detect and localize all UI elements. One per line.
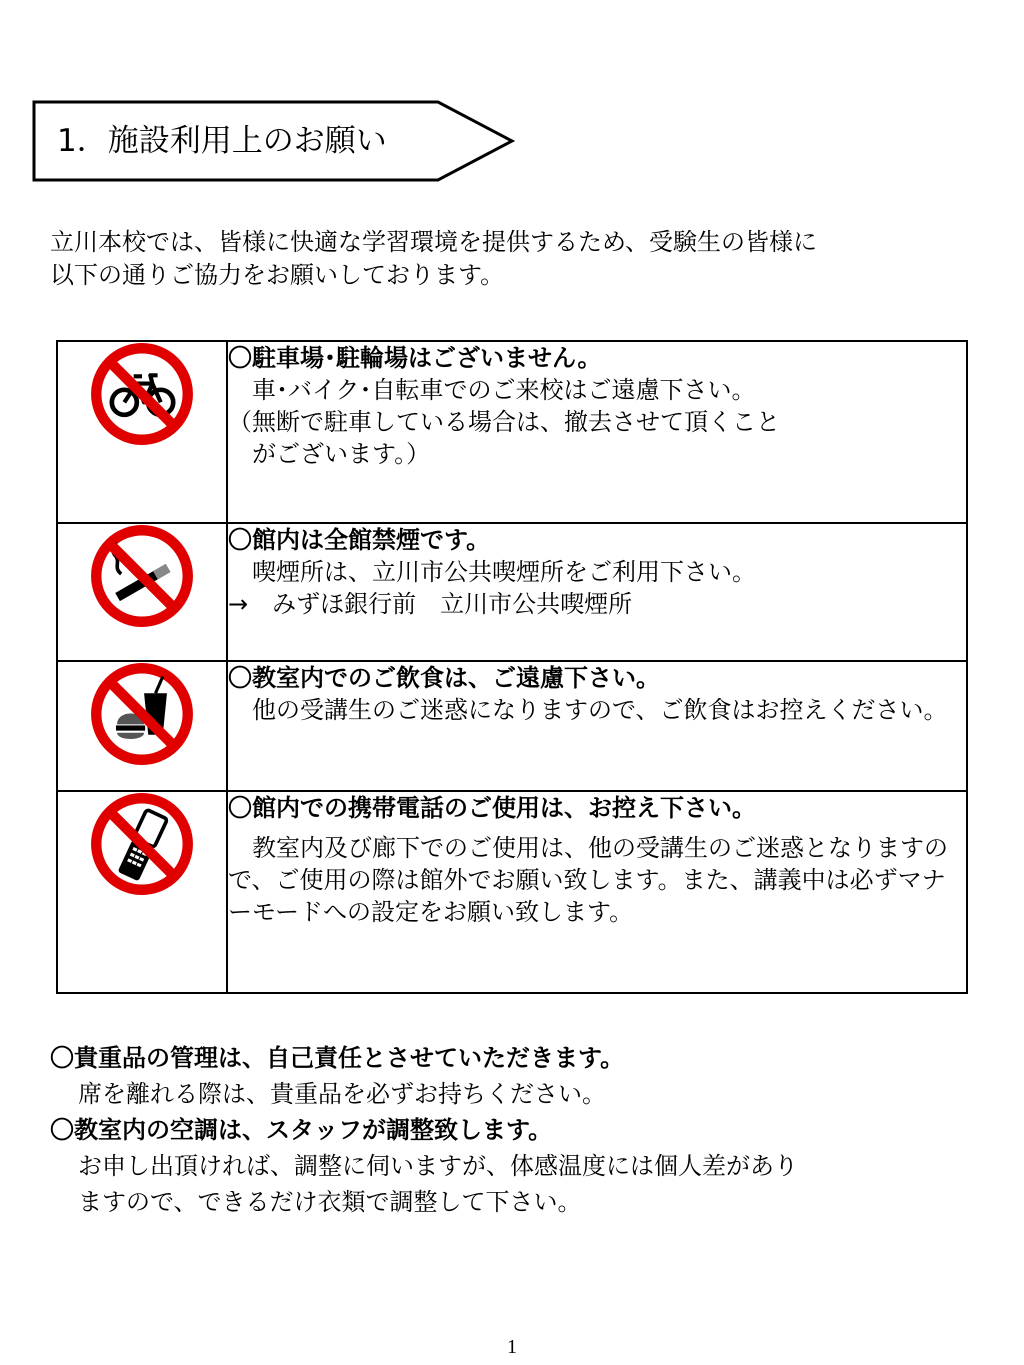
- icon-cell: [57, 791, 227, 993]
- no-mobile-phone-icon: [90, 792, 194, 896]
- section-title-text: 施設利用上のお願い: [107, 123, 387, 159]
- rule-line: がございます。）: [228, 440, 431, 468]
- section-heading: [32, 100, 516, 182]
- no-smoking-icon: [90, 524, 194, 628]
- note-line: お申し出頂ければ、調整に伺いますが、体感温度には個人差があり: [78, 1152, 798, 1180]
- table-row: [57, 661, 967, 791]
- note-line: 席を離れる際は、貴重品を必ずお持ちください。: [78, 1080, 606, 1108]
- note-title: 〇貴重品の管理は、自己責任とさせていただきます。: [50, 1044, 625, 1072]
- section-title: [57, 100, 387, 182]
- section-number: 1．: [57, 123, 108, 159]
- rule-line: 他の受講生のご迷惑になりますので、ご飲食はお控えください。: [228, 696, 948, 724]
- rules-table: [56, 340, 968, 994]
- rule-line: 車･バイク･自転車でのご来校はご遠慮下さい。: [228, 376, 756, 404]
- page-number: 1: [507, 1336, 517, 1358]
- rule-text-cell: [227, 791, 967, 993]
- table-row: [57, 791, 967, 993]
- rule-title: 〇館内での携帯電話のご使用は、お控え下さい。: [228, 794, 756, 822]
- icon-cell: [57, 341, 227, 523]
- no-bicycle-icon: [90, 342, 194, 446]
- intro-paragraph: [50, 226, 990, 292]
- rule-title: 〇駐車場･駐輪場はございません。: [228, 344, 602, 372]
- no-food-drink-icon: [90, 662, 194, 766]
- table-row: [57, 341, 967, 523]
- rule-line: （無断で駐車している場合は、撤去させて頂くこと: [228, 408, 780, 436]
- rule-text-cell: [227, 523, 967, 661]
- table-row: [57, 523, 967, 661]
- rule-text-cell: [227, 661, 967, 791]
- rule-line: → みずほ銀行前 立川市公共喫煙所: [228, 590, 633, 618]
- note-line: ますので、できるだけ衣類で調整して下さい。: [78, 1188, 582, 1216]
- rule-line: 教室内及び廊下でのご使用は、他の受講生のご迷惑となりますので、ご使用の際は館外でお願い致します。また、講義中は必ずマナーモードへの設定をお願い致します。: [228, 834, 948, 926]
- rule-title: 〇教室内でのご飲食は、ご遠慮下さい。: [228, 664, 660, 692]
- note-title: 〇教室内の空調は、スタッフが調整致します。: [50, 1116, 553, 1144]
- notes-section: [50, 1040, 990, 1220]
- rule-line: 喫煙所は、立川市公共喫煙所をご利用下さい。: [228, 558, 756, 586]
- rule-text-cell: [227, 341, 967, 523]
- rule-title: 〇館内は全館禁煙です。: [228, 526, 491, 554]
- intro-line: 立川本校では、皆様に快適な学習環境を提供するため、受験生の皆様に: [50, 228, 818, 256]
- icon-cell: [57, 523, 227, 661]
- icon-cell: [57, 661, 227, 791]
- intro-line: 以下の通りご協力をお願いしております。: [50, 261, 505, 289]
